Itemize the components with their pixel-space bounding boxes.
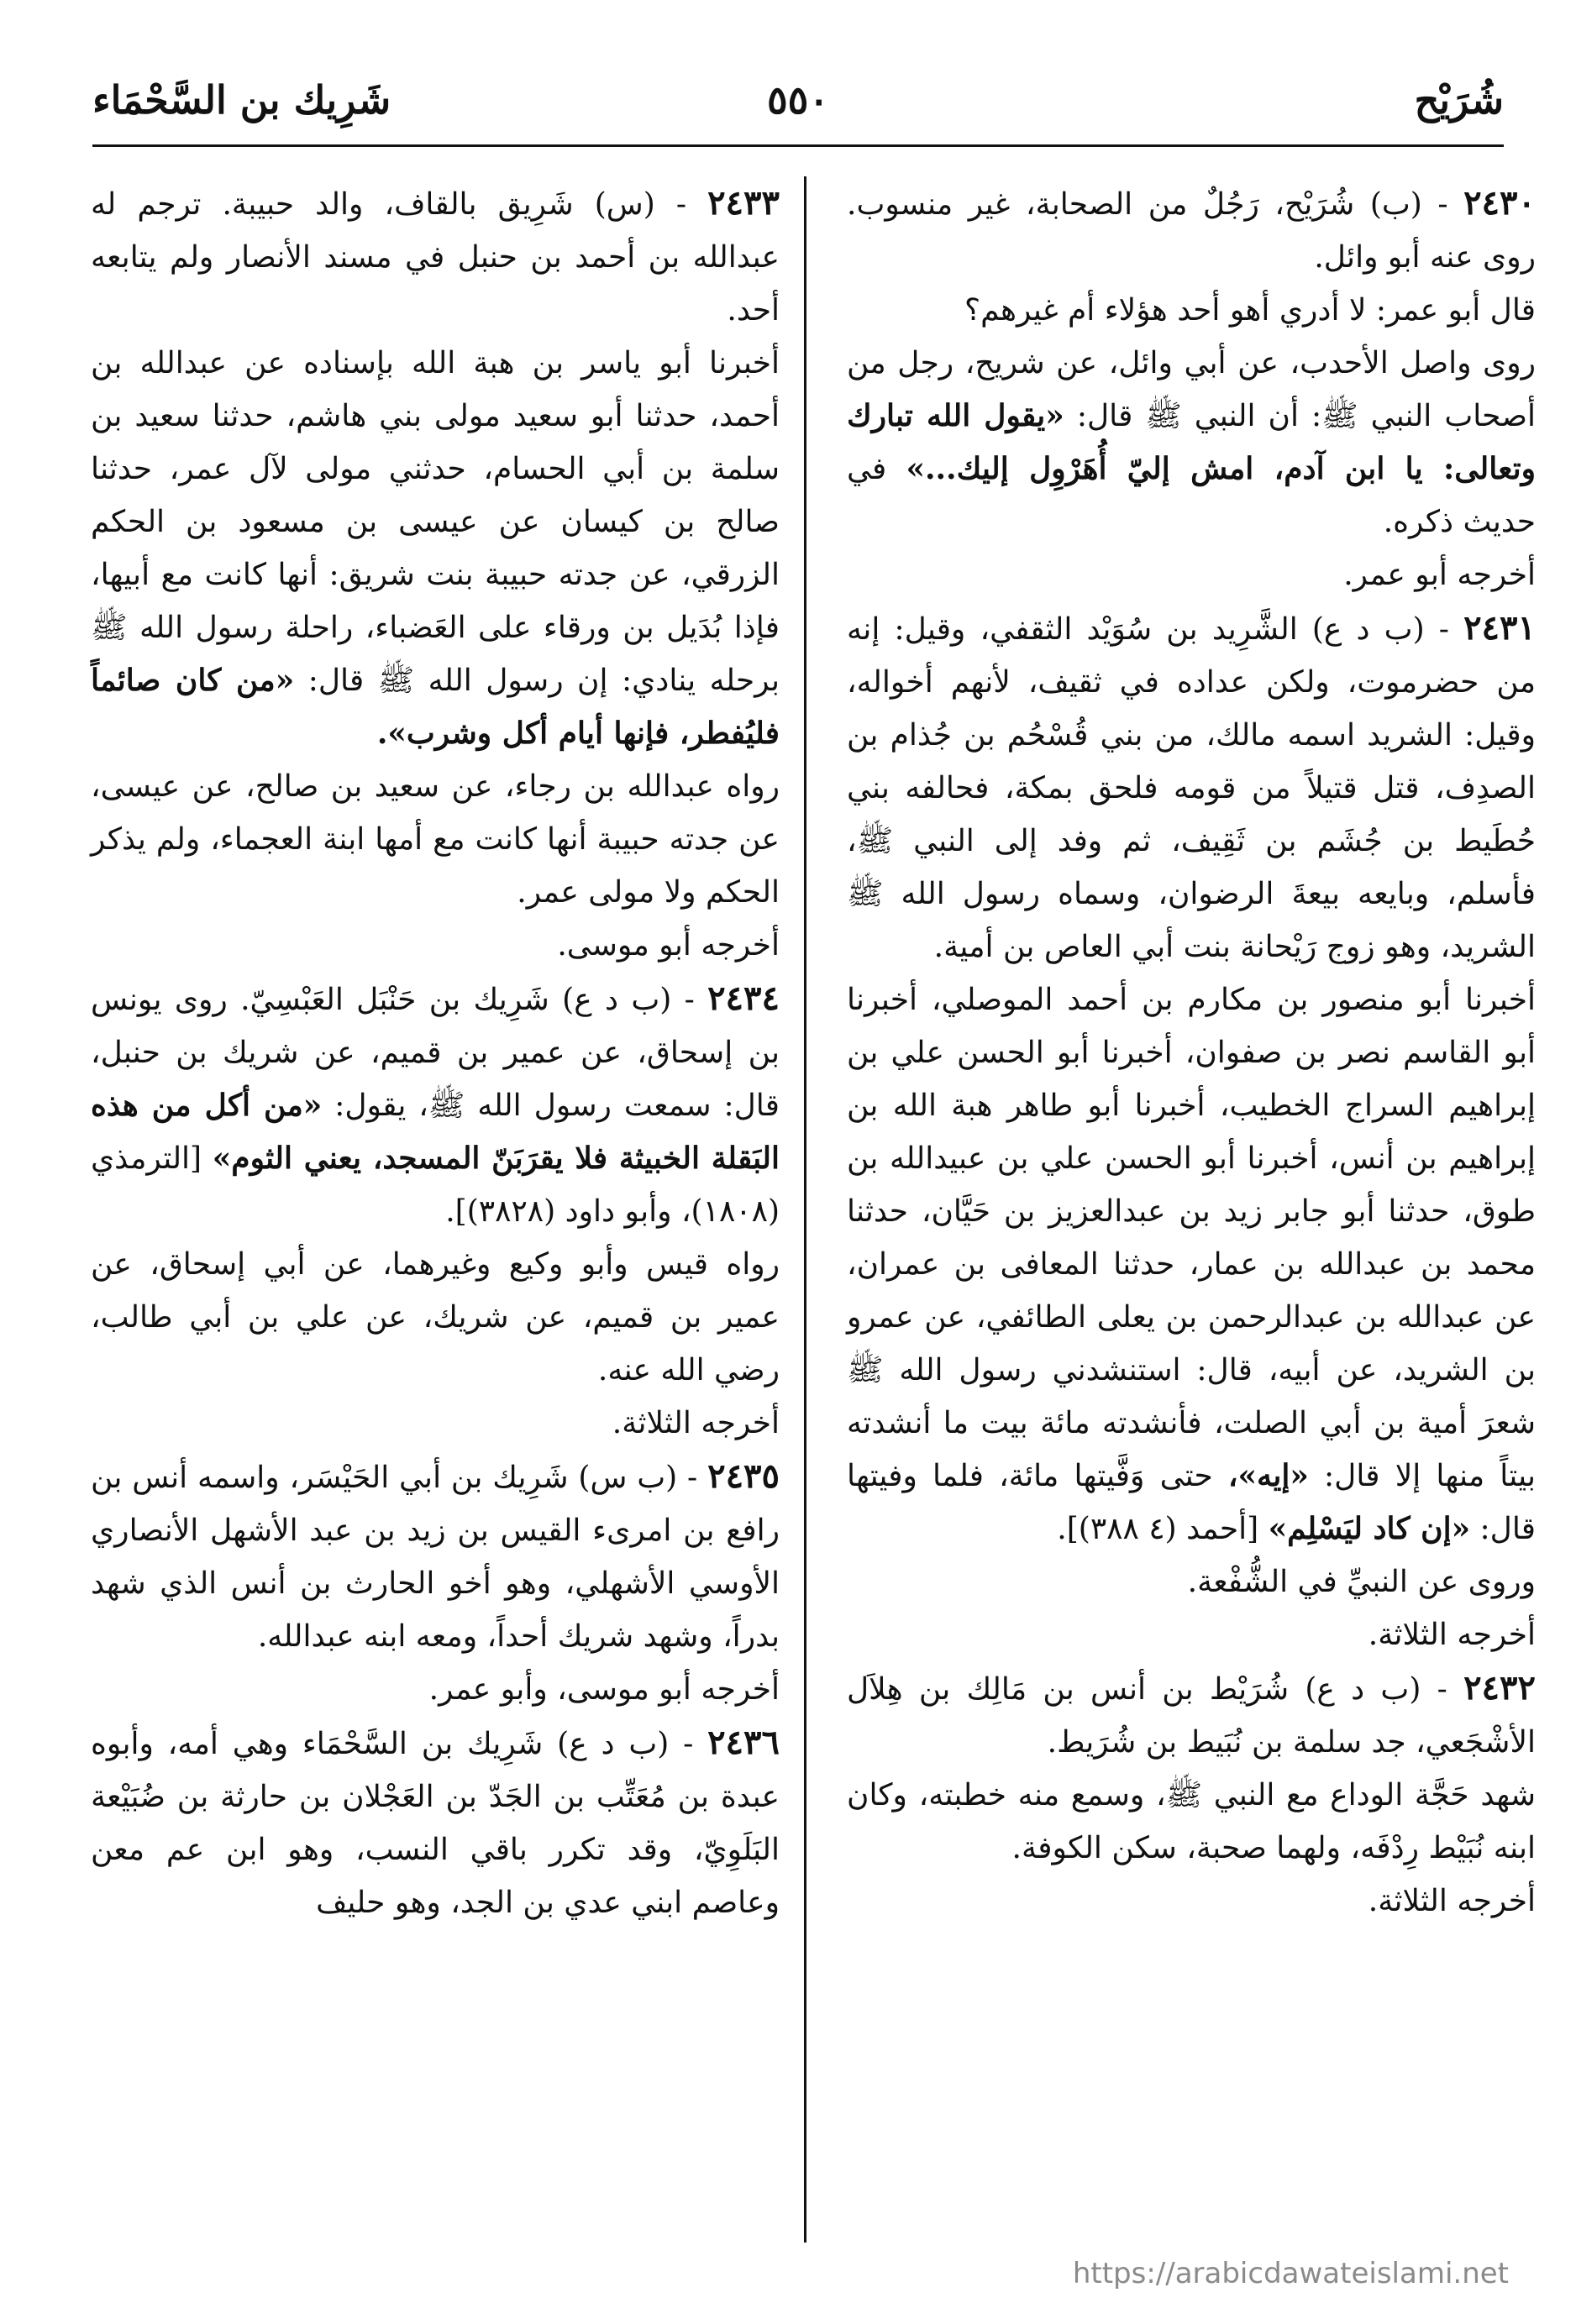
paragraph <box>91 760 780 919</box>
entry-text: - (ب) شُرَيْح، رَجُلٌ من الصحابة، غير منسوب. روى عنه أبو وائل. <box>847 187 1536 275</box>
paragraph-text: أخبرنا أبو منصور بن مكارم بن أحمد الموصلي، أخبرنا أبو القاسم نصر بن صفوان، أخبرنا أبو الحسن علي بن إبراهيم السراج الخطيب، أخبرنا أبو طاهر هبة الله بن إبراهيم بن أنس، أخبرنا أبو الحسن علي بن عبيدالله بن طوق، حدثنا أبو جابر زيد بن عبدالعزيز بن حَيَّان، حدثنا محمد بن عبدالله بن عمار، حدثنا المعافى بن عمران، عن عبدالله بن عبدالرحمن بن يعلى الطائفي، عن عمرو بن الشريد، عن أبيه، قال: استنشدني رسول الله ﷺ شعرَ أمية بن أبي الصلت، فأنشدته مائة بيت ما أنشدته بيتاً منها إلا قال: <box>847 983 1537 1493</box>
paragraph-text: أخبرنا أبو ياسر بن هبة الله بإسناده عن عبدالله بن أحمد، حدثنا أبو سعيد مولى بني هاشم، حدثنا سعيد بن سلمة بن أبي الحسام، حدثني مولى لآل عمر، حدثنا صالح بن كيسان عن عيسى بن مسعود بن الحكم الزرقي، عن جدته حبيبة بنت شريق: أنها كانت مع أبيها، فإذا بُدَيل بن ورقاء على العَضباء، راحلة رسول الله ﷺ برحله ينادي: إن رسول الله ﷺ قال: <box>91 346 780 698</box>
hadith-quote: «من أكل من هذه البَقلة الخبيثة فلا يقرَبَنّ المسجد، يعني الثوم» <box>91 1088 780 1176</box>
watermark-url: https://arabicdawateislami.net <box>1072 2257 1509 2290</box>
hadith-quote: «إن كاد ليَسْلِم» <box>1268 1511 1471 1546</box>
paragraph-text: في حديث ذكره. <box>847 452 1536 539</box>
entry-2430 <box>847 176 1536 284</box>
paragraph <box>847 1555 1536 1608</box>
entry-text: - (ب د ع) شُرَيْط بن أنس بن مَالِك بن هِلاَل الأشْجَعي، جد سلمة بن نُبَيط بن شُرَيط. <box>847 1672 1536 1760</box>
paragraph <box>91 1397 780 1450</box>
entry-number: ٢٤٣٤ <box>707 978 780 1018</box>
running-head-left: شَرِيك بن السَّحْمَاء <box>92 77 391 123</box>
entry-number: ٢٤٣٣ <box>707 183 780 223</box>
entry-number: ٢٤٣٢ <box>1463 1668 1536 1708</box>
entry-2432 <box>847 1661 1536 1769</box>
paragraph-text: روى واصل الأحدب، عن أبي وائل، عن شريح، رجل من أصحاب النبي ﷺ: أن النبي ﷺ قال: <box>847 346 1536 433</box>
paragraph <box>847 548 1536 601</box>
entry-text: - (ب د ع) شَرِيك بن السَّحْمَاء وهي أمه، وأبوه عبدة بن مُعَتِّب بن الجَدّ بن العَجْلان بن حارثة بن ضُبَيْعة البَلَوِيّ، وقد تكرر باقي النسب، وهو ابن عم معن وعاصم ابني عدي بن الجد، وهو حليف <box>91 1727 780 1920</box>
entry-number: ٢٤٣٠ <box>1463 183 1536 223</box>
entry-2433 <box>91 176 780 337</box>
entry-number: ٢٤٣١ <box>1463 608 1536 648</box>
entry-text: - (س) شَرِيق بالقاف، والد حبيبة. ترجم له عبدالله بن أحمد بن حنبل في مسند الأنصار ولم يتابعه أحد. <box>91 187 780 328</box>
citation: [الترمذي (١٨٠٨)، وأبو داود (٣٨٢٨)]. <box>91 1141 780 1229</box>
paragraph <box>847 284 1536 337</box>
hadith-quote: «إيه»، <box>1227 1458 1309 1493</box>
entry-text: - (ب د ع) شَرِيك بن حَنْبَل العَبْسِيّ. روى يونس بن إسحاق، عن عمير بن قميم، عن شريك بن حنبل، قال: سمعت رسول الله ﷺ، يقول: <box>91 983 780 1123</box>
page-number: ٥٥٠ <box>766 77 830 123</box>
page-header <box>92 77 1504 144</box>
paragraph-text: قال أبو عمر: لا أدري أهو أحد هؤلاء أم غيرهم؟ <box>964 293 1536 328</box>
entry-number: ٢٤٣٦ <box>707 1723 780 1762</box>
paragraph-text: شهد حَجَّة الوداع مع النبي ﷺ، وسمع منه خطبته، وكان ابنه نُبَيْط رِدْفَه، ولهما صحبة، سكن الكوفة. <box>847 1778 1536 1865</box>
paragraph-text: وروى عن النبيِّ في الشُّفْعة. <box>1187 1565 1536 1599</box>
paragraph-text: أخرجه أبو عمر. <box>1343 558 1536 592</box>
paragraph-text: رواه عبدالله بن رجاء، عن سعيد بن صالح، عن عيسى، عن جدته حبيبة أنها كانت مع أمها ابنة العجماء، ولم يذكر الحكم ولا مولى عمر. <box>91 769 780 910</box>
entry-text: - (ب د ع) الشَّرِيد بن سُوَيْد الثقفي، وقيل: إنه من حضرموت، ولكن عداده في ثقيف، لأنهم أخواله، وقيل: الشريد اسمه مالك، من بني قُسْحُم بن جُذام بن الصدِف، قتل قتيلاً من قومه فلحق بمكة، فحالفه بني حُطَيط بن جُشَم بن ثَقِيف، ثم وفد إلى النبي ﷺ، فأسلم، وبايعه بيعةَ الرضوان، وسماه رسول الله ﷺ الشريد، وهو زوج رَيْحانة بنت أبي العاص بن أمية. <box>847 612 1536 964</box>
paragraph <box>847 337 1536 548</box>
entry-2434 <box>91 972 780 1238</box>
paragraph-text: رواه قيس وأبو وكيع وغيرهما، عن أبي إسحاق، عن عمير بن قميم، عن شريك، عن علي بن أبي طالب، رضي الله عنه. <box>91 1247 780 1388</box>
paragraph <box>847 1608 1536 1661</box>
paragraph-text: أخرجه الثلاثة. <box>1368 1618 1536 1652</box>
paragraph-text: حتى وَفَّيتها مائة، فلما وفيتها قال: <box>847 1459 1536 1546</box>
column-divider <box>804 176 806 2243</box>
entry-2435 <box>91 1450 780 1663</box>
paragraph <box>91 337 780 760</box>
left-column <box>91 176 780 1929</box>
entry-2431 <box>847 601 1536 973</box>
hadith-quote: «من كان صائماً فليُفطر، فإنها أيام أكل وشرب». <box>91 663 780 751</box>
header-rule <box>92 144 1504 147</box>
paragraph-text: أخرجه أبو موسى، وأبو عمر. <box>428 1672 780 1707</box>
entry-text: - (ب س) شَرِيك بن أبي الحَيْسَر، واسمه أنس بن رافع بن امرىء القيس بن زيد بن عبد الأشهل الأنصاري الأوسي الأشهلي، وهو أخو الحارث بن أنس الذي شهد بدراً، وشهد شريك أحداً، ومعه ابنه عبدالله. <box>91 1461 780 1654</box>
paragraph-text: أخرجه الثلاثة. <box>1368 1884 1536 1918</box>
citation: [أحمد (٤ ٣٨٨)]. <box>1057 1512 1259 1546</box>
paragraph <box>847 1875 1536 1928</box>
entry-2436 <box>91 1716 780 1929</box>
paragraph <box>847 973 1536 1555</box>
paragraph-text: أخرجه أبو موسى. <box>557 928 780 963</box>
paragraph <box>91 1238 780 1397</box>
entry-number: ٢٤٣٥ <box>707 1456 780 1496</box>
paragraph <box>91 1663 780 1716</box>
paragraph-text: أخرجه الثلاثة. <box>612 1406 780 1440</box>
paragraph <box>91 919 780 972</box>
paragraph <box>847 1769 1536 1875</box>
running-head-right: شُرَيْح <box>1414 77 1504 123</box>
hadith-quote: «يقول الله تبارك وتعالى: يا ابن آدم، امش إليّ أُهَرْوِل إليك...» <box>847 398 1536 486</box>
right-column <box>847 176 1536 1928</box>
